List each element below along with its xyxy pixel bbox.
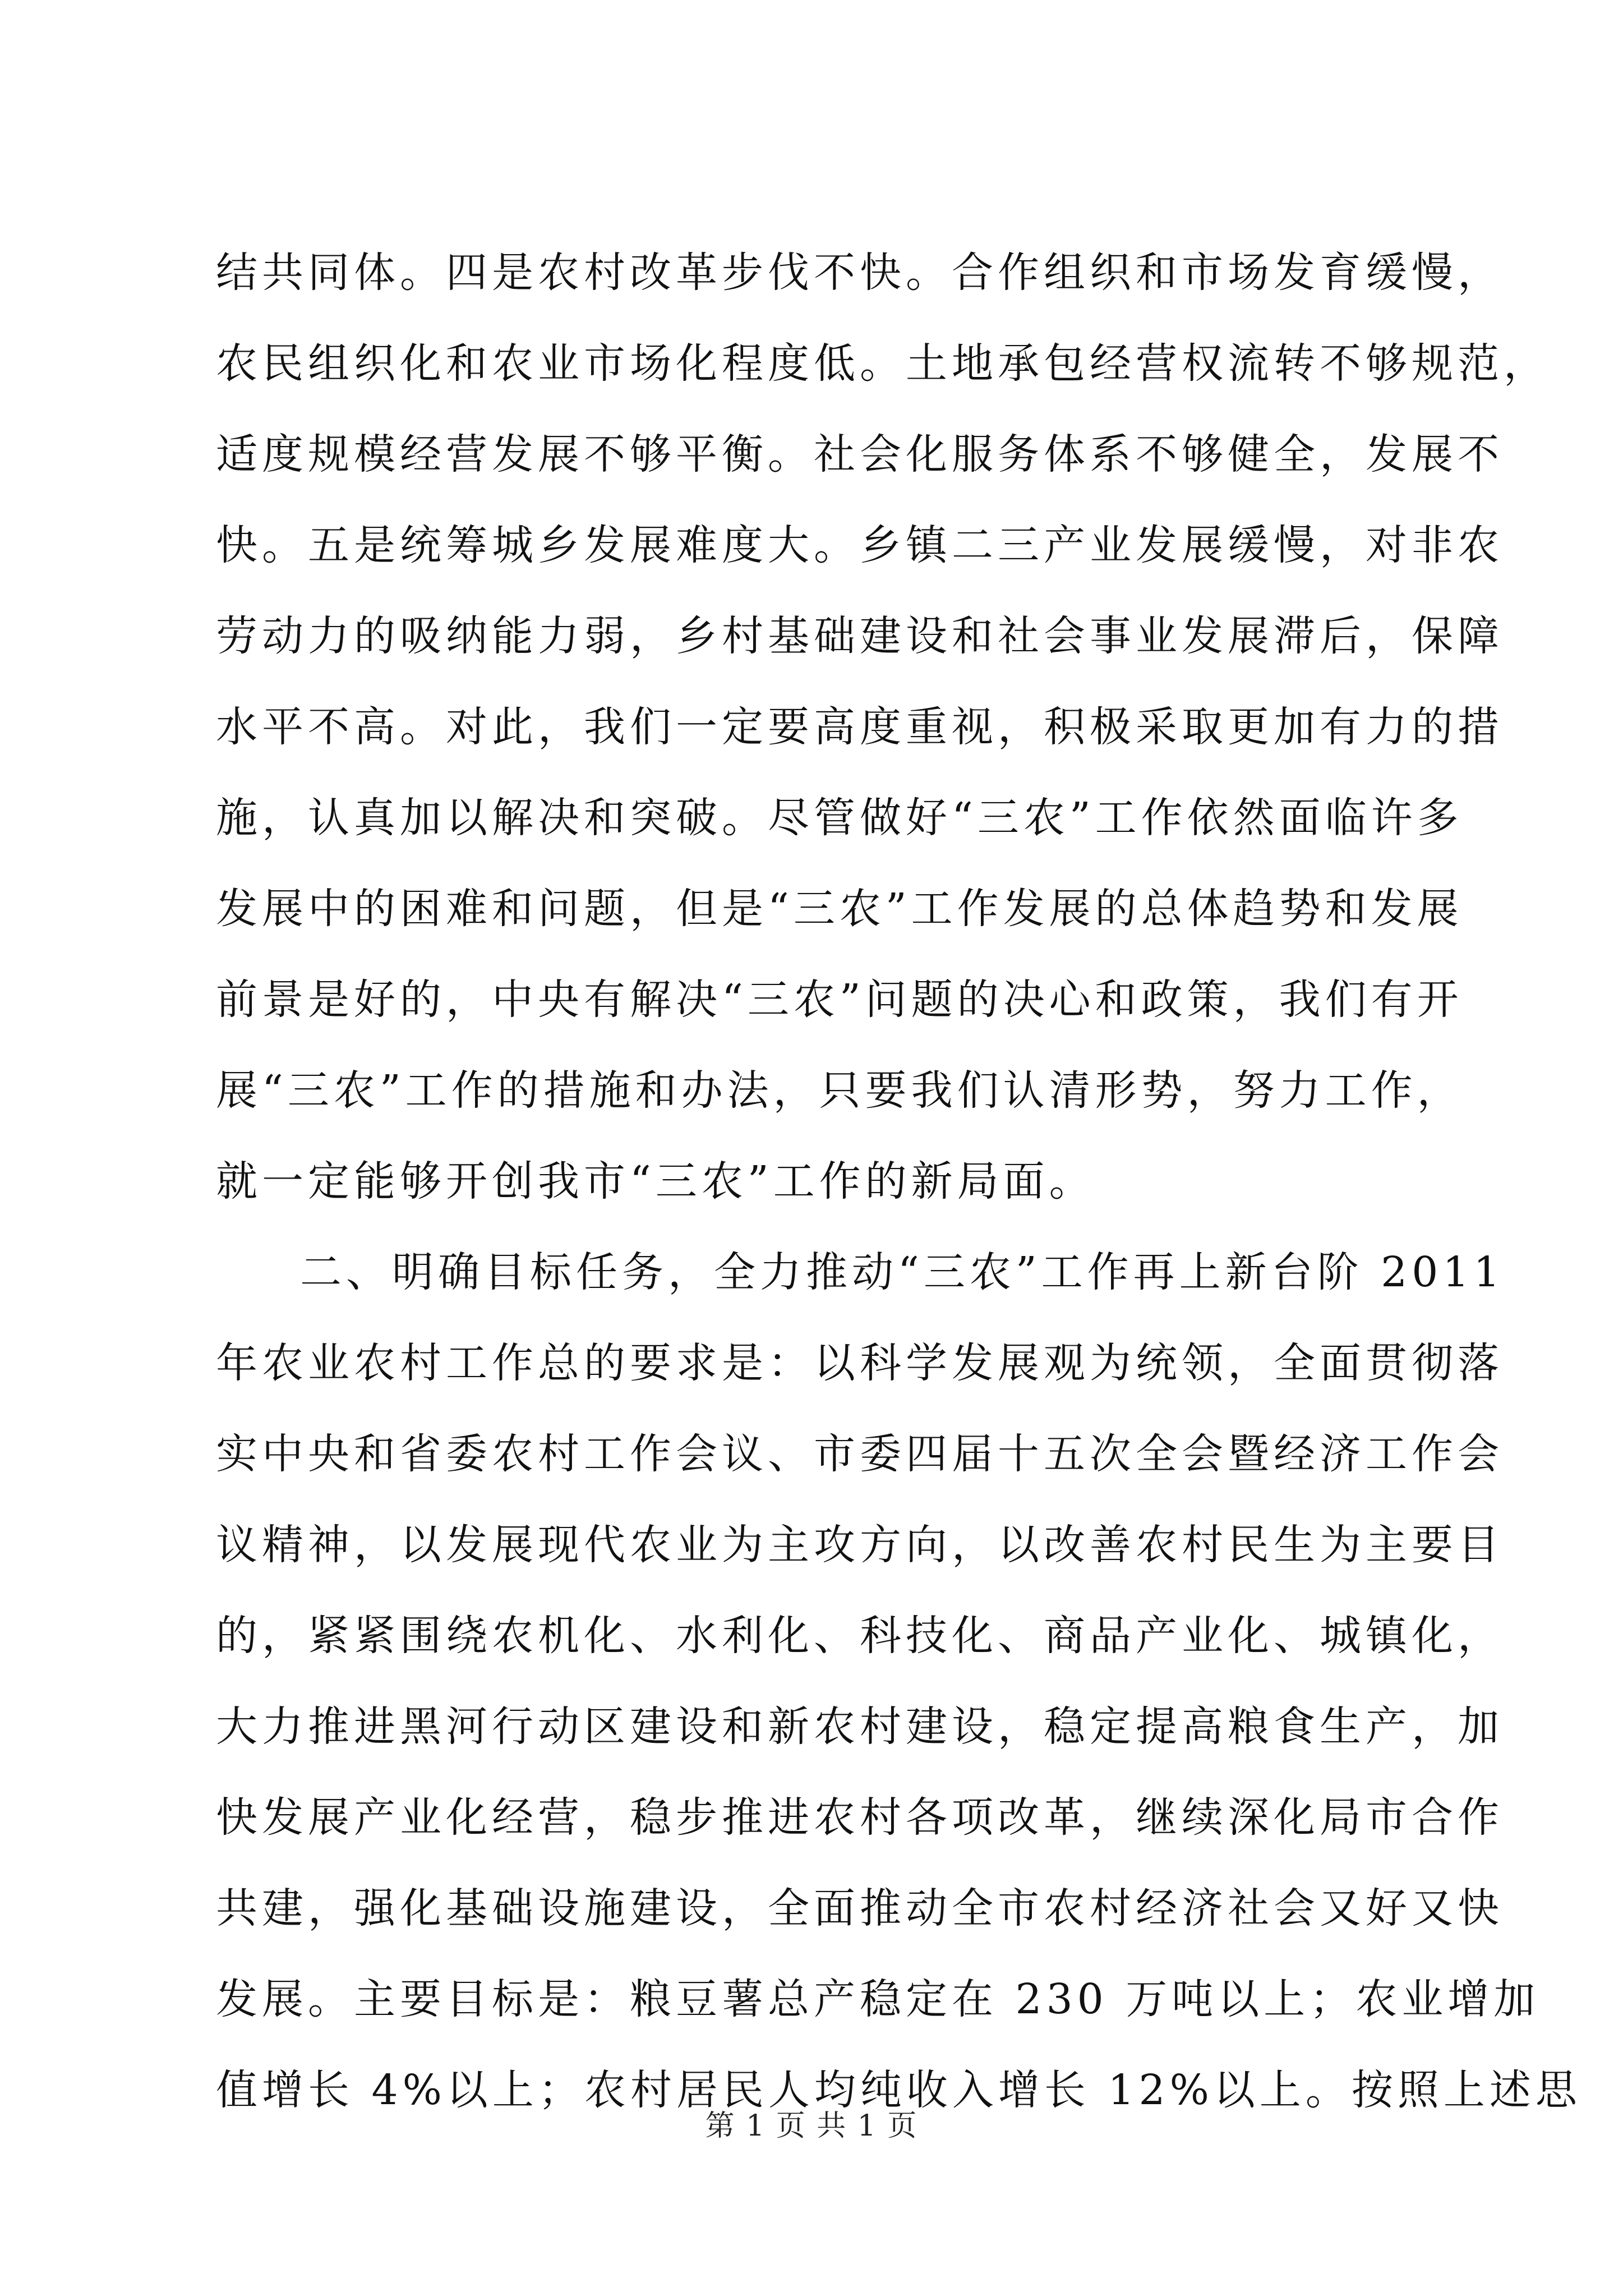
text-line: 年农业农村工作总的要求是：以科学发展观为统领，全面贯彻落 — [216, 1339, 1504, 1387]
section-heading-line: 二、明确目标任务，全力推动“三农”工作再上新台阶 2011 — [300, 1248, 1505, 1296]
text-line: 议精神，以发展现代农业为主攻方向，以改善农村民生为主要目 — [216, 1521, 1504, 1569]
text-line: 前景是好的，中央有解决“三农”问题的决心和政策，我们有开 — [216, 976, 1463, 1024]
page-footer: 第 1 页 共 1 页 — [705, 2109, 918, 2143]
text-line: 展“三农”工作的措施和办法，只要我们认清形势，努力工作， — [216, 1066, 1463, 1115]
text-line: 值增长 4%以上；农村居民人均纯收入增长 12%以上。按照上述思 — [216, 2066, 1581, 2114]
text-line: 水平不高。对此，我们一定要高度重视，积极采取更加有力的措 — [216, 703, 1504, 751]
text-line: 发展中的困难和问题，但是“三农”工作发展的总体趋势和发展 — [216, 885, 1463, 933]
text-line: 施，认真加以解决和突破。尽管做好“三农”工作依然面临许多 — [216, 794, 1463, 842]
text-line: 农民组织化和农业市场化程度低。土地承包经营权流转不够规范， — [216, 339, 1550, 388]
document-body — [216, 227, 1581, 2136]
text-line: 劳动力的吸纳能力弱，乡村基础建设和社会事业发展滞后，保障 — [216, 612, 1504, 660]
text-line: 适度规模经营发展不够平衡。社会化服务体系不够健全，发展不 — [216, 430, 1504, 478]
text-line: 的，紧紧围绕农机化、水利化、科技化、商品产业化、城镇化， — [216, 1612, 1504, 1660]
text-line: 快。五是统筹城乡发展难度大。乡镇二三产业发展缓慢，对非农 — [216, 521, 1504, 569]
text-line: 共建，强化基础设施建设，全面推动全市农村经济社会又好又快 — [216, 1884, 1504, 1932]
text-line: 大力推进黑河行动区建设和新农村建设，稳定提高粮食生产，加 — [216, 1703, 1504, 1751]
text-line: 快发展产业化经营，稳步推进农村各项改革，继续深化局市合作 — [216, 1793, 1504, 1842]
text-line: 就一定能够开创我市“三农”工作的新局面。 — [216, 1157, 1095, 1205]
text-line: 发展。主要目标是：粮豆薯总产稳定在 230 万吨以上；农业增加 — [216, 1975, 1540, 2023]
text-line: 结共同体。四是农村改革步伐不快。合作组织和市场发育缓慢， — [216, 249, 1504, 297]
text-line: 实中央和省委农村工作会议、市委四届十五次全会暨经济工作会 — [216, 1430, 1504, 1478]
